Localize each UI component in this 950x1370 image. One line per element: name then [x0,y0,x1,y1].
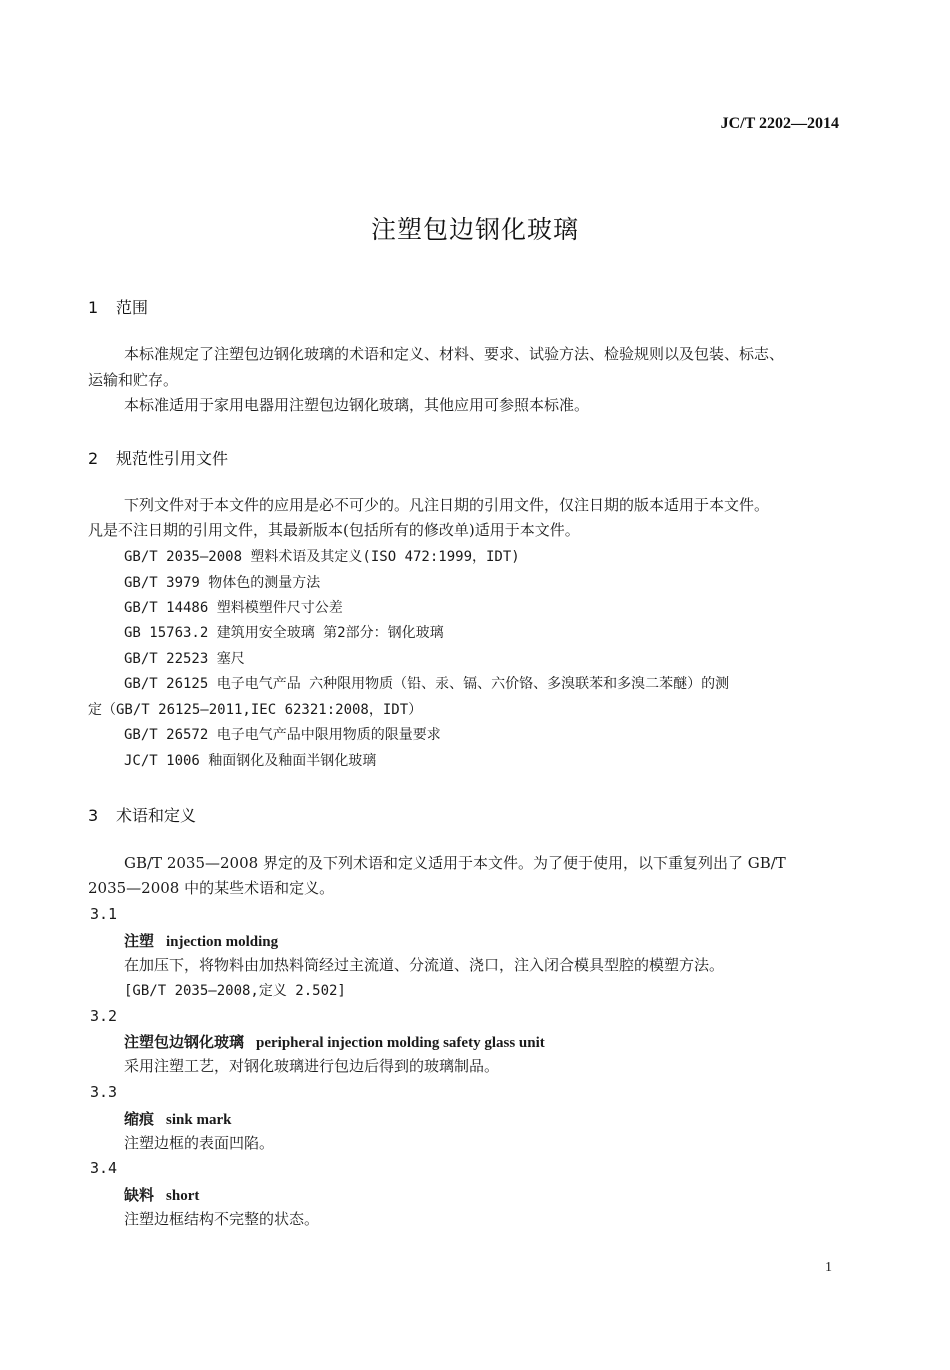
term-zh: 注塑 [124,932,155,950]
paragraph: 运输和贮存。 [88,371,179,389]
reference-item: GB 15763.2 建筑用安全玻璃 第2部分：钢化玻璃 [124,625,444,641]
section-1-heading [88,295,148,318]
clause-number: 3.3 [90,1083,118,1101]
reference-item: GB/T 3979 物体色的测量方法 [124,575,321,591]
reference-item: JC/T 1006 釉面钢化及釉面半钢化玻璃 [124,753,377,769]
term-entry [124,1108,231,1129]
term-entry [124,1031,545,1052]
term-entry [124,1184,199,1205]
section-title: 范围 [116,298,149,317]
term-en: sink mark [166,1112,232,1128]
term-zh: 注塑包边钢化玻璃 [124,1033,245,1051]
reference-item: GB/T 14486 塑料模塑件尺寸公差 [124,600,343,616]
term-definition: 注塑边框的表面凹陷。 [124,1134,275,1152]
reference-item: GB/T 2035—2008 塑料术语及其定义(ISO 472:1999，IDT) [124,549,520,565]
reference-item: GB/T 26572 电子电气产品中限用物质的限量要求 [124,727,441,743]
section-3-heading [88,803,196,826]
section-number: 2 [88,449,99,468]
paragraph: 2035—2008 中的某些术语和定义。 [88,879,335,897]
term-zh: 缩痕 [124,1110,155,1128]
document-title: 注塑包边钢化玻璃 [370,215,579,244]
term-en: peripheral injection molding safety glass unit [256,1035,545,1051]
term-entry [124,930,278,951]
section-number: 1 [88,298,99,317]
section-number: 3 [88,806,99,825]
reference-item: 定（GB/T 26125—2011,IEC 62321:2008，IDT） [88,702,423,718]
term-source: [GB/T 2035—2008,定义 2.502] [124,983,346,999]
clause-number: 3.1 [90,905,118,923]
section-title: 规范性引用文件 [116,449,229,468]
section-title: 术语和定义 [116,806,197,825]
term-definition: 在加压下，将物料由加热料筒经过主流道、分流道、浇口，注入闭合模具型腔的模塑方法。 [124,956,725,974]
paragraph: 凡是不注日期的引用文件，其最新版本(包括所有的修改单)适用于本文件。 [88,521,580,539]
standard-code: JC/T 2202—2014 [720,115,839,132]
paragraph: 本标准规定了注塑包边钢化玻璃的术语和定义、材料、要求、试验方法、检验规则以及包装、标志、 [124,345,785,363]
paragraph: 下列文件对于本文件的应用是必不可少的。凡注日期的引用文件，仅注日期的版本适用于本文件。 [124,496,770,514]
term-definition: 采用注塑工艺，对钢化玻璃进行包边后得到的玻璃制品。 [124,1057,500,1075]
term-en: short [166,1188,200,1204]
term-definition: 注塑边框结构不完整的状态。 [124,1210,320,1228]
paragraph: GB/T 2035—2008 界定的及下列术语和定义适用于本文件。为了便于使用，以下重复列出了 GB/T [124,854,786,872]
reference-item: GB/T 22523 塞尺 [124,651,245,667]
term-zh: 缺料 [124,1186,155,1204]
clause-number: 3.2 [90,1007,118,1025]
paragraph: 本标准适用于家用电器用注塑包边钢化玻璃，其他应用可参照本标准。 [124,396,590,414]
clause-number: 3.4 [90,1159,118,1177]
page-number: 1 [825,1260,832,1275]
reference-item: GB/T 26125 电子电气产品 六种限用物质（铅、汞、镉、六价铬、多溴联苯和多溴二苯醚）的测 [124,676,730,692]
term-en: injection molding [166,934,279,950]
section-2-heading [88,446,228,469]
